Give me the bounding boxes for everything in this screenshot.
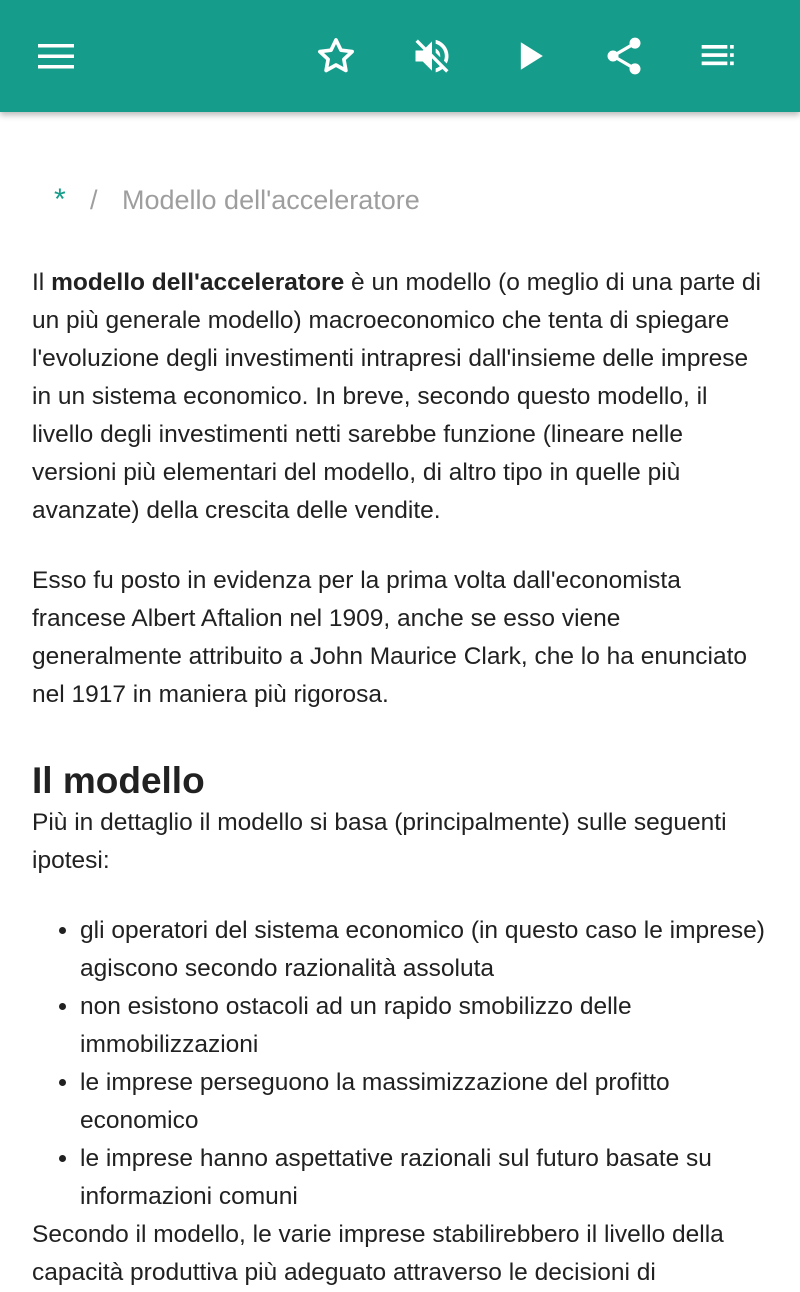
intro-text: è un modello (o meglio di una parte di un più generale modello) macroeconomico che tenta di spiegare l'evoluzione degli investimenti intrapresi dall'insieme delle imprese in un sistema economico. In breve, secondo questo modello, il livello degli investimenti netti sarebbe funzione (lineare nelle versioni più elementari del modello, di altro tipo in quelle più avanzate) della crescita delle vendite. bbox=[32, 269, 761, 524]
list-item: • le imprese perseguono la massimizzazione del profitto economico bbox=[80, 1064, 772, 1140]
playlist-button[interactable] bbox=[692, 28, 748, 84]
breadcrumb-home-link[interactable]: * bbox=[54, 183, 66, 216]
section-intro-paragraph: Più in dettaglio il modello si basa (principalmente) sulle seguenti ipotesi: bbox=[32, 809, 727, 874]
app-toolbar bbox=[0, 0, 800, 112]
history-paragraph: Esso fu posto in evidenza per la prima volta dall'economista francese Albert Aftalion nel 1909, anche se esso viene generalmente attribuito a John Maurice Clark, che lo ha enunciato nel 1917 in maniera più rigorosa. bbox=[32, 567, 747, 708]
list-item: • gli operatori del sistema economico (in questo caso le imprese) agiscono secondo razionalità assoluta bbox=[80, 912, 772, 988]
intro-paragraph bbox=[32, 264, 772, 530]
breadcrumb bbox=[32, 180, 772, 220]
menu-button[interactable] bbox=[28, 28, 84, 84]
star-outline-icon bbox=[314, 34, 358, 78]
mute-button[interactable] bbox=[404, 28, 460, 84]
article-content bbox=[32, 112, 772, 1292]
conclusion-paragraph: Secondo il modello, le varie imprese stabilirebbero il livello della capacità produttiva più adeguato attraverso le decisioni di bbox=[32, 1221, 724, 1286]
hypotheses-list bbox=[32, 912, 772, 1216]
list-item: • non esistono ostacoli ad un rapido smobilizzo delle immobilizzazioni bbox=[80, 988, 772, 1064]
playlist-icon bbox=[698, 34, 742, 78]
share-icon bbox=[602, 34, 646, 78]
menu-icon bbox=[36, 36, 76, 76]
share-button[interactable] bbox=[596, 28, 652, 84]
play-button[interactable] bbox=[502, 28, 558, 84]
breadcrumb-separator: / bbox=[90, 184, 98, 215]
play-icon bbox=[508, 34, 552, 78]
intro-term: modello dell'acceleratore bbox=[51, 269, 345, 296]
section-heading: Il modello bbox=[32, 760, 205, 801]
breadcrumb-current-page: Modello dell'acceleratore bbox=[122, 184, 420, 215]
list-item: • le imprese hanno aspettative razionali sul futuro basate su informazioni comuni bbox=[80, 1140, 772, 1216]
intro-prefix: Il bbox=[32, 269, 52, 296]
volume-off-icon bbox=[410, 34, 454, 78]
favorite-button[interactable] bbox=[308, 28, 364, 84]
